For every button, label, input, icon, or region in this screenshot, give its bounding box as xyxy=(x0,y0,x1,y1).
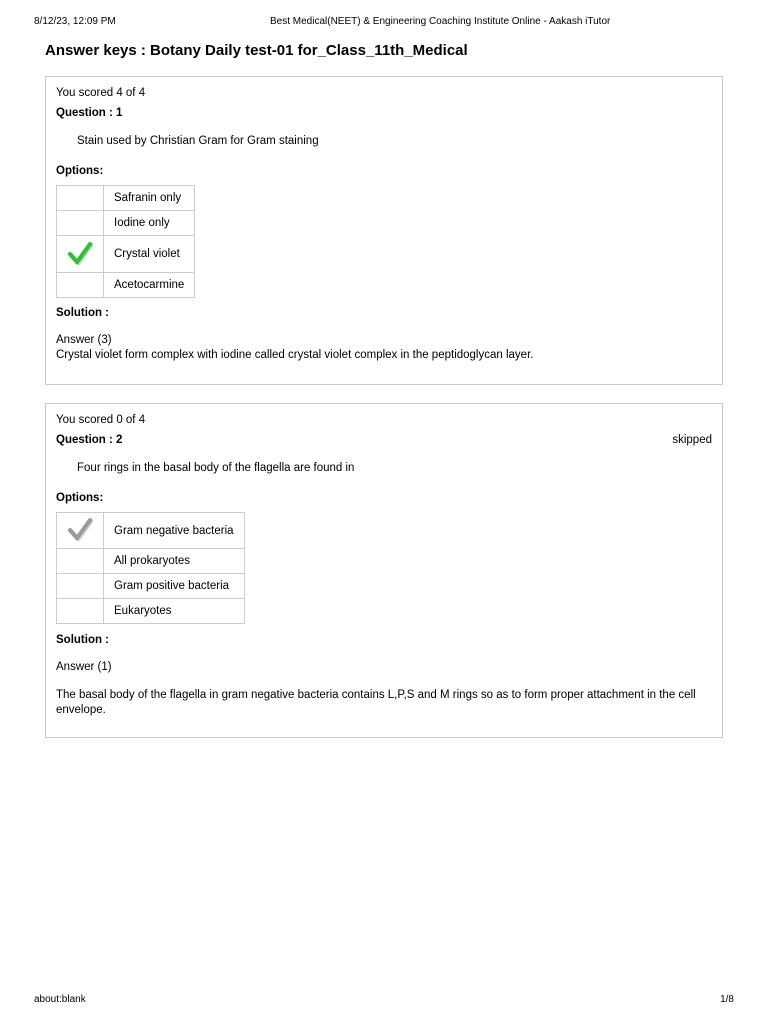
option-mark-cell xyxy=(57,211,104,236)
option-row xyxy=(57,549,245,574)
solution-label: Solution : xyxy=(56,634,110,646)
checkmark-icon xyxy=(67,240,93,266)
options-table xyxy=(56,185,195,298)
option-label: Eukaryotes xyxy=(104,599,245,624)
question-number: Question : 2 xyxy=(56,434,123,446)
option-label: Safranin only xyxy=(104,186,195,211)
print-url: about:blank xyxy=(34,994,86,1005)
option-mark-cell xyxy=(57,236,104,273)
option-label: Iodine only xyxy=(104,211,195,236)
option-label: Gram negative bacteria xyxy=(104,513,245,549)
print-document-title: Best Medical(NEET) & Engineering Coaching Institute Online - Aakash iTutor xyxy=(270,16,611,27)
option-row xyxy=(57,599,245,624)
question-number: Question : 1 xyxy=(56,107,123,119)
question-text: Stain used by Christian Gram for Gram staining xyxy=(77,135,319,147)
solution-label: Solution : xyxy=(56,307,110,319)
answer-text: Answer (1) xyxy=(56,661,112,673)
option-label: Acetocarmine xyxy=(104,273,195,298)
answer-text: Answer (3) xyxy=(56,334,112,346)
question-status: skipped xyxy=(672,434,712,446)
score-text: You scored 0 of 4 xyxy=(56,414,146,426)
option-mark-cell xyxy=(57,599,104,624)
option-row xyxy=(57,273,195,298)
solution-explanation: Crystal violet form complex with iodine called crystal violet complex in the peptidoglycan layer. xyxy=(56,349,534,361)
option-mark-cell xyxy=(57,273,104,298)
page-title: Answer keys : Botany Daily test-01 for_Class_11th_Medical xyxy=(45,42,468,59)
option-row xyxy=(57,574,245,599)
options-label: Options: xyxy=(56,492,104,504)
option-mark-cell xyxy=(57,574,104,599)
page-number: 1/8 xyxy=(720,994,734,1005)
option-row xyxy=(57,186,195,211)
print-header xyxy=(0,16,768,30)
options-label: Options: xyxy=(56,165,104,177)
option-label: All prokaryotes xyxy=(104,549,245,574)
option-mark-cell xyxy=(57,186,104,211)
print-date: 8/12/23, 12:09 PM xyxy=(34,16,116,27)
option-row-correct xyxy=(57,513,245,549)
question-card-1 xyxy=(45,76,723,385)
option-mark-cell xyxy=(57,513,104,549)
option-label: Crystal violet xyxy=(104,236,195,273)
options-table xyxy=(56,512,245,624)
solution-explanation: The basal body of the flagella in gram negative bacteria contains L,P,S and M rings so as to form proper attachment in the cell envelope. xyxy=(56,689,696,716)
option-label: Gram positive bacteria xyxy=(104,574,245,599)
score-text: You scored 4 of 4 xyxy=(56,87,146,99)
question-text: Four rings in the basal body of the flagella are found in xyxy=(77,462,355,474)
option-row xyxy=(57,211,195,236)
option-mark-cell xyxy=(57,549,104,574)
checkmark-icon xyxy=(67,516,93,542)
question-card-2 xyxy=(45,403,723,738)
option-row-correct xyxy=(57,236,195,273)
